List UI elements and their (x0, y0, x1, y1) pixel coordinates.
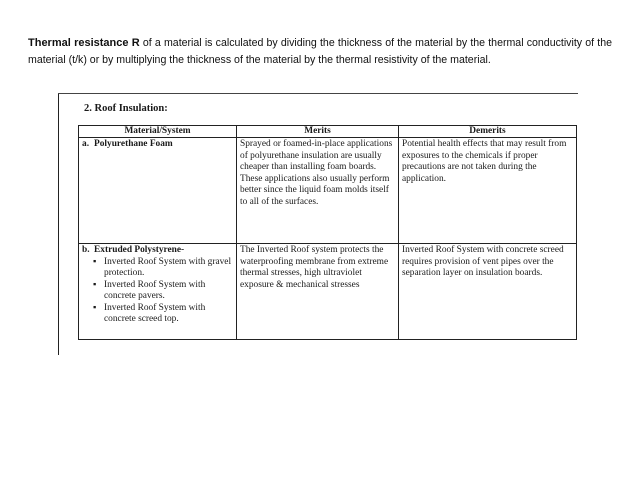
scanned-document (58, 93, 578, 355)
system-options-list (82, 257, 233, 326)
material-title (82, 245, 233, 257)
material-cell (79, 138, 237, 244)
table-row (79, 244, 577, 340)
intro-text: of a material is calculated by dividing the thickness of the material by the thermal conductivity of the material (t/k) or by multiplying the thickness of the material by the thermal resistivity of the material. (28, 37, 612, 66)
material-cell (79, 244, 237, 340)
merits-cell: The Inverted Roof system protects the waterproofing membrane from extreme thermal stresses, high ultraviolet exposure & mechanical stresses (237, 244, 399, 340)
material-title (82, 139, 233, 151)
list-item: ▪ Inverted Roof System with gravel protection. (104, 257, 233, 280)
table-header-row (79, 126, 577, 138)
material-name: Polyurethane Foam (94, 139, 173, 149)
row-letter: a. (82, 139, 90, 149)
header-demerits: Demerits (399, 126, 577, 138)
demerits-cell: Inverted Roof System with concrete screed requires provision of vent pipes over the separation layer on insulation boards. (399, 244, 577, 340)
row-letter: b. (82, 245, 90, 255)
header-merits: Merits (237, 126, 399, 138)
section-heading: 2. Roof Insulation: (84, 103, 168, 114)
demerits-cell: Potential health effects that may result from exposures to the chemicals if proper precautions are not taken during the application. (399, 138, 577, 244)
intro-paragraph (28, 35, 612, 69)
header-material: Material/System (79, 126, 237, 138)
scan-left-border (58, 93, 59, 355)
table-row (79, 138, 577, 244)
roof-insulation-table (78, 125, 577, 340)
thermal-resistance-term: Thermal resistance R (28, 37, 140, 49)
material-name: Extruded Polystyrene- (94, 245, 185, 255)
scan-top-border (58, 93, 578, 94)
list-item: ▪ Inverted Roof System with concrete pavers. (104, 280, 233, 303)
merits-cell: Sprayed or foamed-in-place applications of polyurethane insulation are usually cheaper than installing foam boards. These applications also usually perform better since the liquid foam molds itself to all of the surfaces. (237, 138, 399, 244)
list-item: ▪ Inverted Roof System with concrete screed top. (104, 303, 233, 326)
